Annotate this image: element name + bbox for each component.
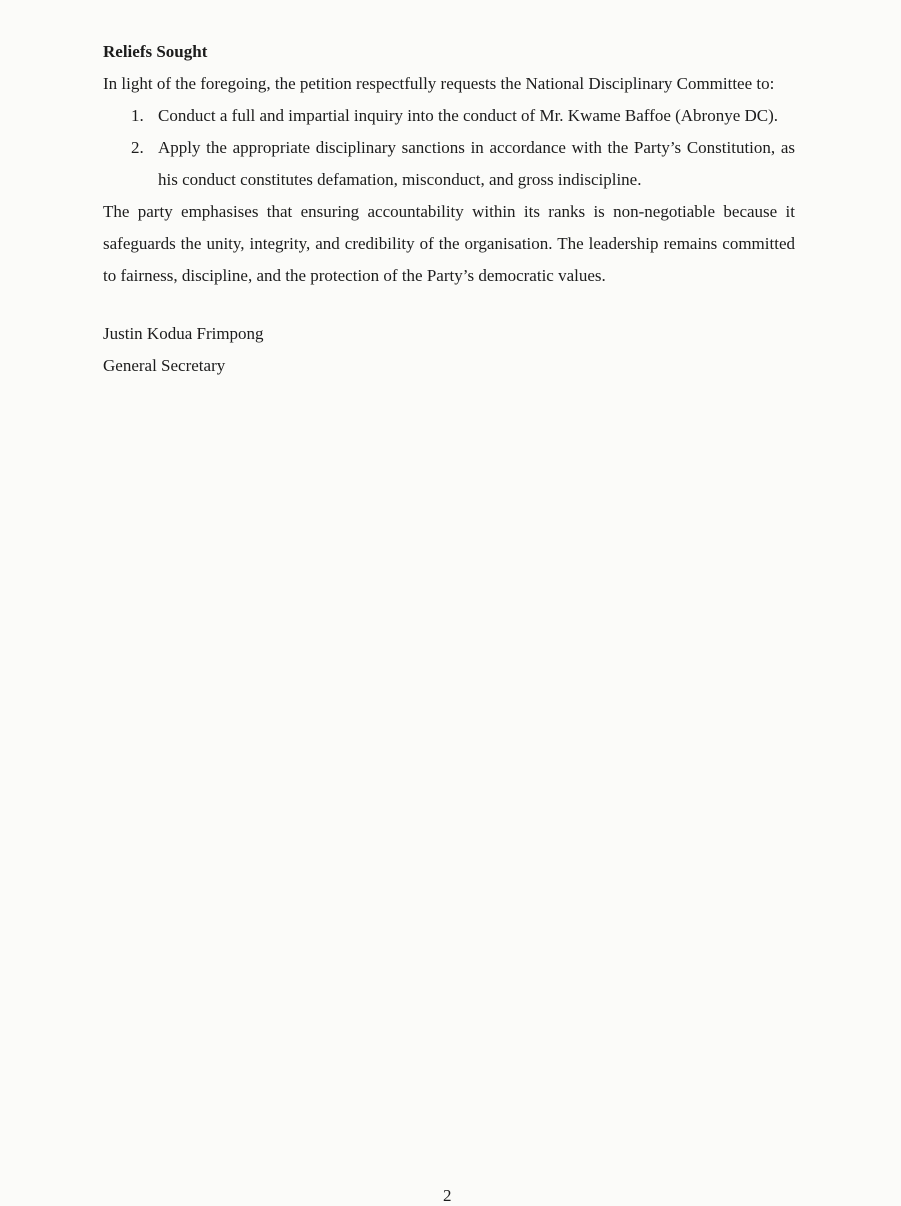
page-number: 2 <box>443 1186 452 1205</box>
list-item-text: Conduct a full and impartial inquiry into the conduct of Mr. Kwame Baffoe (Abronye DC). <box>158 106 779 125</box>
signatory-title: General Secretary <box>103 356 226 375</box>
reliefs-list <box>103 100 795 196</box>
list-item <box>103 100 795 132</box>
list-item <box>103 132 795 196</box>
intro-paragraph: In light of the foregoing, the petition respectfully requests the National Disciplinary Committee to: <box>103 74 775 93</box>
list-item-text: Apply the appropriate disciplinary sanctions in accordance with the Party’s Constitution, as his conduct constitutes defamation, misconduct, and gross indiscipline. <box>158 138 795 189</box>
list-item-number: 2. <box>131 138 144 157</box>
list-item-number: 1. <box>131 106 144 125</box>
section-heading: Reliefs Sought <box>103 42 208 61</box>
closing-paragraph: The party emphasises that ensuring accountability within its ranks is non-negotiable because it safeguards the unity, integrity, and credibility of the organisation. The leadership remains committed to fairness, discipline, and the protection of the Party’s democratic values. <box>103 202 795 285</box>
signatory-name: Justin Kodua Frimpong <box>103 324 264 343</box>
signature-block <box>103 318 795 382</box>
document-body <box>103 36 795 382</box>
